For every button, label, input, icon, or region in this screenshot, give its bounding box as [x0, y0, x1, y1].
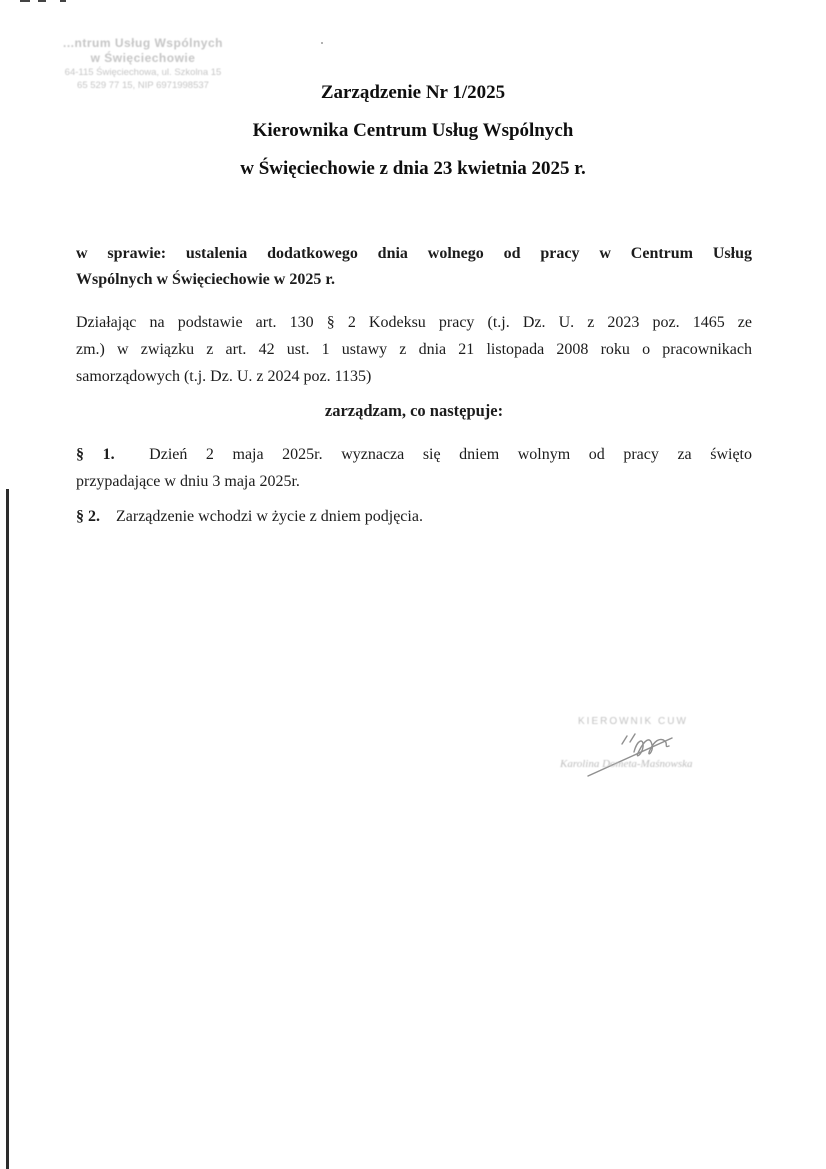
legal-basis-line-2: zm.) w związku z art. 42 ust. 1 ustawy z dnia 21 listopada 2008 roku o pracownikach — [76, 341, 752, 358]
legal-basis-paragraph — [76, 309, 752, 390]
section-2-paragraph — [76, 503, 752, 530]
section-1-number: § 1. — [76, 446, 115, 463]
stamp-address: 64-115 Święciechowa, ul. Szkolna 15 — [64, 67, 222, 78]
handwritten-signature-icon — [584, 728, 694, 778]
stamp-org-name-line2: w Święciechowie — [90, 51, 196, 65]
section-2-line-1 — [76, 503, 752, 530]
section-1-line-2: przypadające w dniu 3 maja 2025r. — [76, 473, 300, 490]
subject-line-2: Wspólnych w Święciechowie w 2025 r. — [76, 271, 335, 288]
signer-name: Karolina Dometa-Maśnowska — [560, 758, 693, 770]
scan-artifact-left-line — [6, 489, 9, 1169]
title-line-2: Kierownika Centrum Usług Wspólnych — [252, 120, 574, 141]
scan-artifact-top-dashes — [20, 0, 80, 2]
section-1-paragraph — [76, 441, 752, 495]
title-line-1: Zarządzenie Nr 1/2025 — [320, 82, 506, 103]
stamp-org-name-line1: ...ntrum Usług Wspólnych — [62, 36, 223, 50]
subject-line-1: w sprawie: ustalenia dodatkowego dnia wolnego od pracy w Centrum Usług — [76, 245, 752, 262]
subject-paragraph — [76, 241, 752, 293]
section-2-number: § 2. — [76, 508, 100, 525]
section-1-text-1: Dzień 2 maja 2025r. wyznacza się dniem wolnym od pracy za święto — [149, 446, 752, 463]
order-intro: zarządzam, co następuje: — [324, 401, 504, 420]
scan-artifact-speck — [321, 42, 323, 44]
section-2-text: Zarządzenie wchodzi w życie z dniem podjęcia. — [116, 508, 423, 525]
signer-role-stamp: KIEROWNIK CUW — [578, 716, 688, 727]
document-title — [0, 74, 826, 188]
section-1-line-1 — [76, 441, 752, 468]
title-line-3: w Święciechowie z dnia 23 kwietnia 2025 r. — [240, 158, 586, 179]
stamp-phone-nip: 65 529 77 15, NIP 6971998537 — [77, 80, 209, 91]
legal-basis-line-1: Działając na podstawie art. 130 § 2 Kodeksu pracy (t.j. Dz. U. z 2023 poz. 1465 ze — [76, 314, 752, 331]
legal-basis-line-3: samorządowych (t.j. Dz. U. z 2024 poz. 1135) — [76, 368, 372, 385]
